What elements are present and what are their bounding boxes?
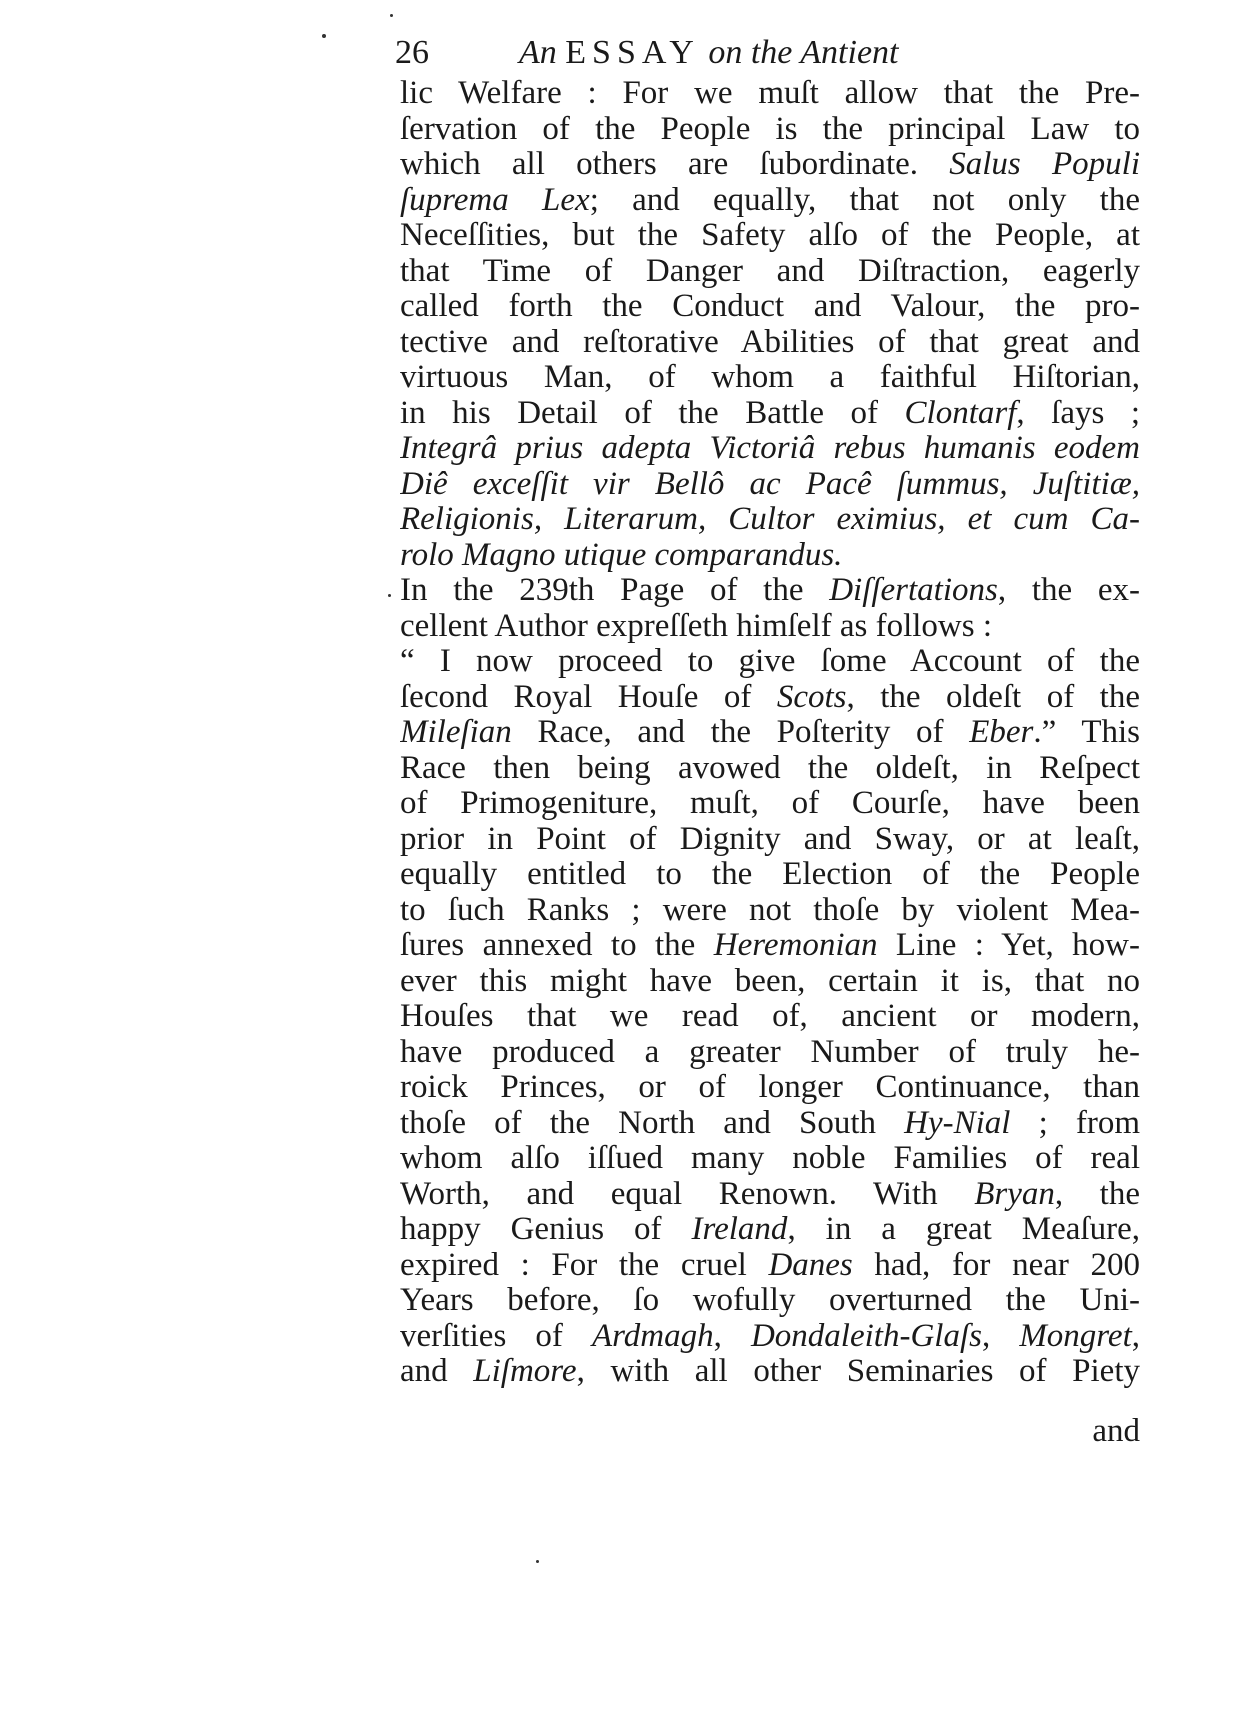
italic-text: Diê exceſſit vir Bellô ac Pacê ſummus, Juſtitiæ, bbox=[400, 465, 1140, 502]
italic-text: Mileſian bbox=[400, 714, 512, 750]
roman-text: , in a great Meaſure, bbox=[787, 1211, 1140, 1247]
roman-text: happy Genius of bbox=[400, 1211, 692, 1247]
roman-text: , the oldeſt of the bbox=[846, 678, 1140, 715]
running-title bbox=[519, 34, 898, 72]
roman-text: , ſays ; bbox=[1016, 394, 1140, 431]
roman-text: have produced a greater Number of truly he- bbox=[400, 1033, 1140, 1070]
text-line bbox=[400, 252, 1140, 290]
roman-text: called forth the Conduct and Valour, the pro- bbox=[400, 288, 1140, 324]
roman-text: in his Detail of the Battle of bbox=[400, 394, 905, 431]
italic-text: Mongret bbox=[1019, 1317, 1132, 1354]
italic-text: Ardmagh bbox=[592, 1317, 714, 1354]
text-line bbox=[400, 216, 1140, 254]
italic-text: Ireland bbox=[691, 1211, 788, 1247]
italic-text: Integrâ prius adepta Victoriâ rebus humanis eodem bbox=[400, 430, 1140, 466]
roman-text: that Time of Danger and Diſtraction, eagerly bbox=[400, 252, 1140, 289]
text-line bbox=[400, 784, 1140, 822]
text-line bbox=[400, 1175, 1140, 1213]
roman-text: tective and reſtorative Abilities of that great and bbox=[400, 323, 1140, 360]
text-line bbox=[400, 926, 1140, 964]
roman-text: ever this might have been, certain it is, that no bbox=[400, 962, 1140, 999]
text-line bbox=[400, 997, 1140, 1035]
roman-text: , with all other Seminaries of Piety bbox=[576, 1353, 1140, 1389]
roman-text: “ I now proceed to give ſome Account of the bbox=[400, 643, 1140, 679]
text-line bbox=[400, 358, 1140, 396]
roman-text: thoſe of the North and South bbox=[400, 1104, 905, 1141]
roman-text: Neceſſities, but the Safety alſo of the People, at bbox=[400, 217, 1140, 253]
roman-text: had, for near 200 bbox=[852, 1246, 1140, 1283]
italic-text: Eber bbox=[969, 714, 1034, 750]
italic-text: Scots bbox=[776, 678, 847, 715]
text-line bbox=[400, 110, 1140, 148]
roman-text: prior in Point of Dignity and Sway, or at leaſt, bbox=[400, 820, 1140, 857]
italic-text: Clontarf bbox=[904, 394, 1017, 431]
text-line bbox=[400, 642, 1140, 680]
roman-text: , the bbox=[1054, 1175, 1140, 1212]
text-line bbox=[400, 1317, 1140, 1355]
italic-text: Salus Populi bbox=[949, 146, 1140, 182]
text-line bbox=[400, 323, 1140, 361]
roman-text: expired : For the cruel bbox=[400, 1246, 769, 1283]
italic-text: Dondaleith-Glaſs bbox=[750, 1317, 982, 1354]
roman-text: and bbox=[400, 1353, 474, 1389]
paper-speck bbox=[390, 14, 393, 17]
roman-text: lic Welfare : For we muſt allow that the Pre- bbox=[400, 75, 1140, 111]
italic-text: Danes bbox=[768, 1246, 853, 1283]
text-line bbox=[400, 962, 1140, 1000]
italic-text: Religionis, Literarum, Cultor eximius, et cum Ca- bbox=[400, 501, 1140, 537]
text-line bbox=[400, 607, 1140, 645]
text-line bbox=[400, 820, 1140, 858]
text-line bbox=[400, 855, 1140, 893]
text-line bbox=[400, 1210, 1140, 1248]
roman-text: which all others are ſubordinate. bbox=[400, 146, 950, 182]
roman-text: , bbox=[713, 1317, 751, 1354]
text-line bbox=[400, 394, 1140, 432]
text-line bbox=[400, 713, 1140, 751]
roman-text: ſures annexed to the bbox=[400, 927, 714, 963]
running-title-rest: on the Antient bbox=[708, 34, 899, 71]
text-line bbox=[400, 1068, 1140, 1106]
catchword: and bbox=[1092, 1413, 1140, 1449]
paper-speck bbox=[322, 34, 326, 38]
roman-text: whom alſo iſſued many noble Families of real bbox=[400, 1140, 1140, 1176]
italic-text: Diſſertations bbox=[829, 572, 998, 608]
italic-text: Hy-Nial bbox=[904, 1104, 1011, 1141]
roman-text: equally entitled to the Election of the People bbox=[400, 856, 1140, 892]
italic-text: Liſmore bbox=[473, 1353, 577, 1389]
paper-speck bbox=[388, 594, 391, 597]
running-title-an: An bbox=[519, 34, 557, 71]
roman-text: ſervation of the People is the principal Law to bbox=[400, 110, 1140, 147]
text-line bbox=[400, 1281, 1140, 1319]
text-line bbox=[400, 1033, 1140, 1071]
page-number: 26 bbox=[395, 34, 429, 71]
roman-text: ſecond Royal Houſe of bbox=[400, 678, 777, 715]
text-line bbox=[400, 145, 1140, 183]
text-line bbox=[400, 1104, 1140, 1142]
roman-text: Worth, and equal Renown. With bbox=[400, 1175, 975, 1212]
roman-text: .” This bbox=[1033, 714, 1140, 750]
text-line bbox=[400, 465, 1140, 503]
paper-speck bbox=[536, 1560, 539, 1563]
roman-text: cellent Author expreſſeth himſelf as follows : bbox=[400, 607, 993, 644]
text-line bbox=[400, 571, 1140, 609]
text-line bbox=[400, 1246, 1140, 1284]
roman-text: roick Princes, or of longer Continuance, than bbox=[400, 1069, 1140, 1105]
roman-text: of Primogeniture, muſt, of Courſe, have been bbox=[400, 785, 1140, 821]
roman-text: , the ex- bbox=[997, 572, 1140, 608]
text-line bbox=[400, 536, 1140, 574]
italic-text: rolo Magno utique comparandus. bbox=[400, 536, 843, 573]
roman-text: Line : Yet, how- bbox=[877, 927, 1140, 963]
roman-text: Race, and the Poſterity of bbox=[511, 714, 970, 750]
italic-text: Heremonian bbox=[713, 927, 878, 963]
roman-text: In the 239th Page of the bbox=[400, 572, 830, 608]
roman-text: verſities of bbox=[400, 1317, 592, 1354]
running-title-essay: ESSAY bbox=[565, 34, 700, 71]
text-line bbox=[400, 500, 1140, 538]
roman-text: to ſuch Ranks ; were not thoſe by violent Mea- bbox=[400, 891, 1140, 928]
text-line bbox=[400, 74, 1140, 112]
italic-text: ſuprema Lex bbox=[400, 181, 590, 218]
roman-text: Race then being avowed the oldeſt, in Reſpect bbox=[400, 749, 1140, 786]
roman-text: , bbox=[1131, 1317, 1140, 1354]
text-line bbox=[400, 678, 1140, 716]
roman-text: ; from bbox=[1010, 1104, 1140, 1141]
text-line bbox=[400, 1352, 1140, 1390]
text-line bbox=[400, 1139, 1140, 1177]
roman-text: Houſes that we read of, ancient or modern, bbox=[400, 998, 1140, 1034]
text-line bbox=[400, 181, 1140, 219]
text-line bbox=[400, 749, 1140, 787]
italic-text: Bryan bbox=[974, 1175, 1055, 1212]
roman-text: virtuous Man, of whom a faithful Hiſtorian, bbox=[400, 359, 1140, 395]
text-line bbox=[400, 429, 1140, 467]
text-line bbox=[400, 891, 1140, 929]
text-line bbox=[400, 287, 1140, 325]
roman-text: Years before, ſo wofully overturned the Uni- bbox=[400, 1282, 1140, 1318]
roman-text: , bbox=[981, 1317, 1020, 1354]
page-header bbox=[395, 30, 1135, 76]
roman-text: ; and equally, that not only the bbox=[589, 181, 1140, 218]
